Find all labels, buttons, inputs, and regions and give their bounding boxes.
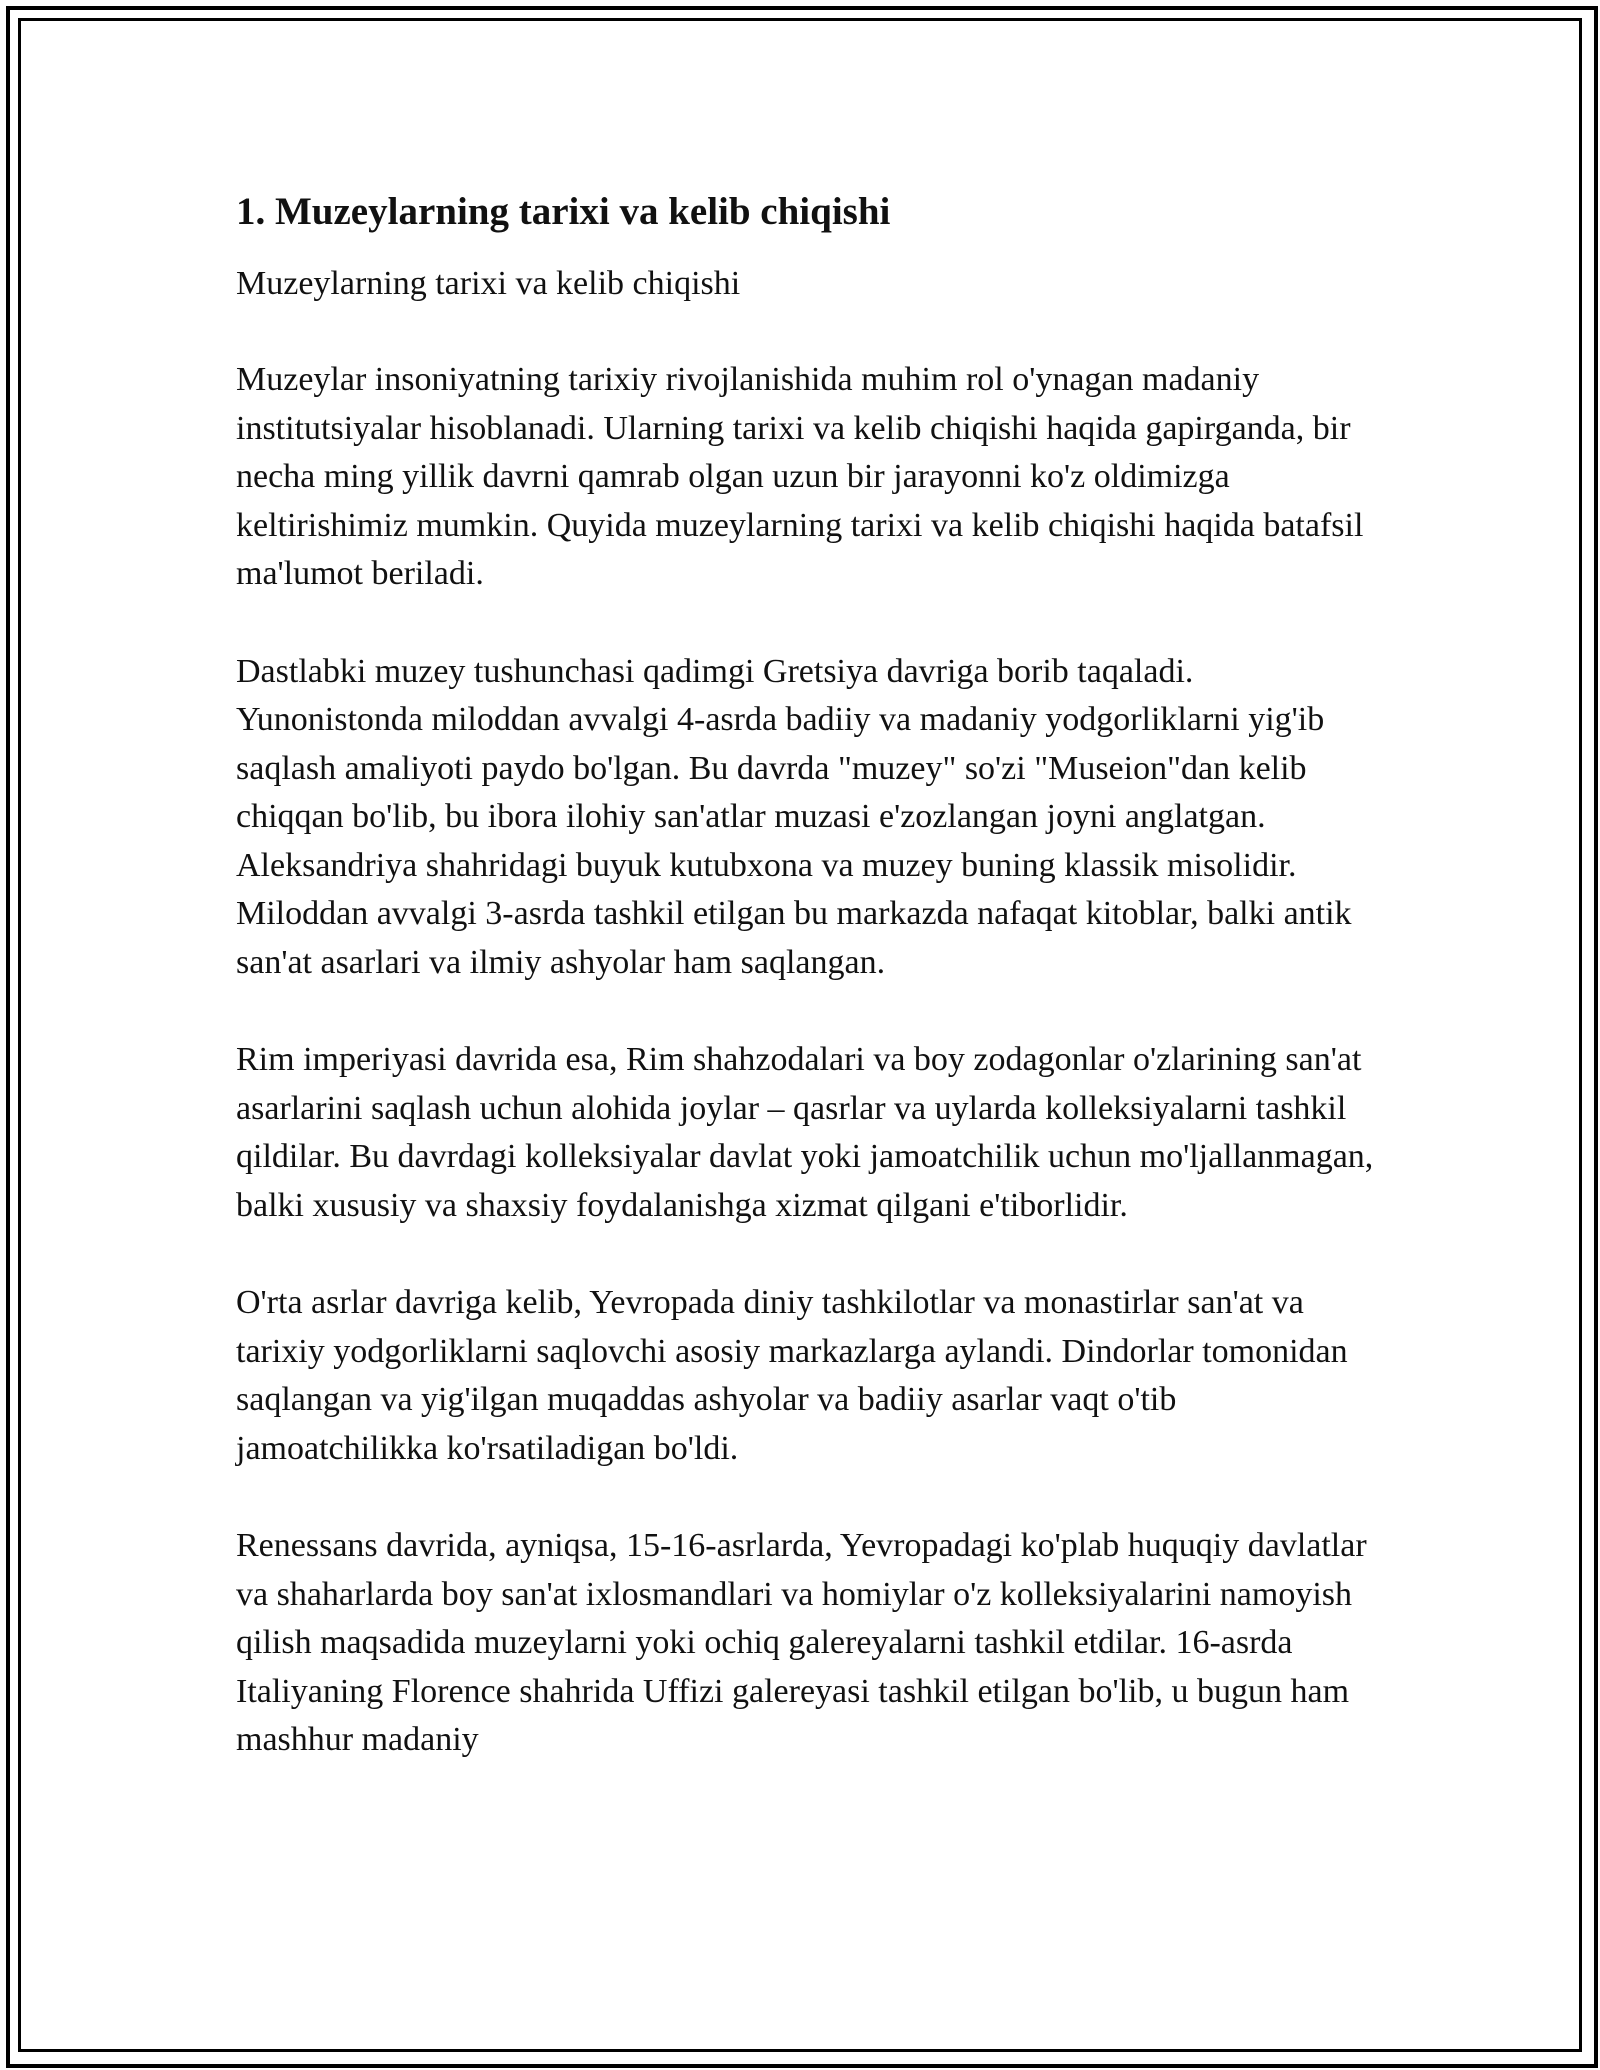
paragraph-roman-empire: Rim imperiyasi davrida esa, Rim shahzodalari va boy zodagonlar o'zlarining san'at asarlarini saqlash uchun alohida joylar – qasrlar va uylarda kolleksiyalarni tashkil qildilar. Bu davrdagi kolleksiyalar davlat yoki jamoatchilik uchun mo'ljallanmagan, balki xususiy va shaxsiy foydalanishga xizmat qilgani e'tiborlidir.: [236, 1041, 1374, 1224]
paragraph-renaissance: Renessans davrida, ayniqsa, 15-16-asrlarda, Yevropadagi ko'plab huquqiy davlatlar va shaharlarda boy san'at ixlosmandlari va homiylar o'z kolleksiyalarini namoyish qilish maqsadida muzeylarni yoki ochiq galereyalarni tashkil etdilar. 16-asrda Italiyaning Florence shahrida Uffizi galereyasi tashkil etilgan bo'lib, u bugun ham mashhur madaniy: [236, 1527, 1367, 1758]
section-heading: 1. Muzeylarning tarixi va kelib chiqishi: [236, 190, 891, 233]
paragraph-middle-ages: O'rta asrlar davriga kelib, Yevropada diniy tashkilotlar va monastirlar san'at va tarixiy yodgorliklarni saqlovchi asosiy markazlarga aylandi. Dindorlar tomonidan saqlangan va yig'ilgan muqaddas ashyolar va badiiy asarlar vaqt o'tib jamoatchilikka ko'rsatiladigan bo'ldi.: [236, 1284, 1348, 1467]
paragraph-ancient-greece: Dastlabki muzey tushunchasi qadimgi Gretsiya davriga borib taqaladi. Yunonistonda miloddan avvalgi 4-asrda badiiy va madaniy yodgorliklarni yig'ib saqlash amaliyoti paydo bo'lgan. Bu davrda "muzey" so'zi "Museion"dan kelib chiqqan bo'lib, bu ibora ilohiy san'atlar muzasi e'zozlangan joyni anglatgan. Aleksandriya shahridagi buyuk kutubxona va muzey buning klassik misolidir. Miloddan avvalgi 3-asrda tashkil etilgan bu markazda nafaqat kitoblar, balki antik san'at asarlari va ilmiy ashyolar ham saqlangan.: [236, 652, 1352, 981]
document-body: [236, 186, 1376, 1814]
paragraph-intro: Muzeylar insoniyatning tarixiy rivojlanishida muhim rol o'ynagan madaniy institutsiyalar hisoblanadi. Ularning tarixi va kelib chiqishi haqida gapirganda, bir necha ming yillik davrni qamrab olgan uzun bir jarayonni ko'z oldimizga keltirishimiz mumkin. Quyida muzeylarning tarixi va kelib chiqishi haqida batafsil ma'lumot beriladi.: [236, 361, 1364, 592]
section-subtitle: Muzeylarning tarixi va kelib chiqishi: [236, 265, 741, 302]
